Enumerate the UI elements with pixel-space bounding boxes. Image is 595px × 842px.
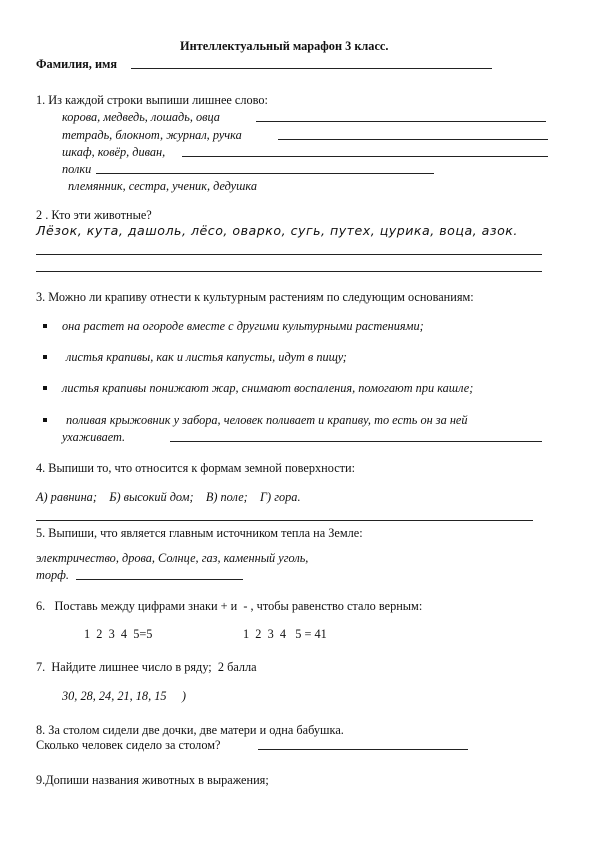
q1-row-1-answer-line[interactable] xyxy=(256,121,546,122)
q7-prompt: 7. Найдите лишнее число в ряду; 2 балла xyxy=(36,660,257,674)
name-label: Фамилия, имя xyxy=(36,57,118,71)
q8-question: Сколько человек сидело за столом? xyxy=(36,738,221,752)
page-title: Интеллектуальный марафон 3 класс. xyxy=(180,39,389,53)
q1-prompt: 1. Из каждой строки выпиши лишнее слово: xyxy=(36,93,268,107)
q5-options-line-1: электричество, дрова, Солнце, газ, каменный уголь, xyxy=(36,551,309,565)
q3-prompt: 3. Можно ли крапиву отнести к культурным растениям по следующим основаниям: xyxy=(36,290,474,304)
q1-row-3: шкаф, ковёр, диван, xyxy=(62,145,166,159)
bullet-icon xyxy=(43,386,47,390)
q9-prompt: 9.Допиши названия животных в выражения; xyxy=(36,773,269,787)
q3-item-3: листья крапивы понижают жар, снимают воспаления, помогают при кашле; xyxy=(62,381,474,395)
q5-prompt: 5. Выпиши, что является главным источником тепла на Земле: xyxy=(36,526,363,540)
q2-answer-line-2[interactable] xyxy=(36,271,542,272)
q5-options-line-2: торф. xyxy=(36,568,69,582)
q4-answer-line[interactable] xyxy=(36,520,533,521)
bullet-icon xyxy=(43,418,47,422)
q2-scrambled-words: Лёзок, кута, дашоль, лёсо, оварко, сугь, путех, цурика, воца, азок. xyxy=(36,223,518,238)
q1-row-3-answer-line[interactable] xyxy=(182,156,548,157)
q6-expression-2: 1 2 3 4 5 = 41 xyxy=(243,627,327,641)
q3-item-4-continued: ухаживает. xyxy=(62,430,126,444)
q4-prompt: 4. Выпиши то, что относится к формам земной поверхности: xyxy=(36,461,356,475)
q1-row-2-answer-line[interactable] xyxy=(278,139,548,140)
q2-prompt: 2 . Кто эти животные? xyxy=(36,208,152,222)
q1-row-4: полки xyxy=(62,162,92,176)
q4-options: А) равнина; Б) высокий дом; В) поле; Г) гора. xyxy=(36,490,301,504)
q3-item-4: поливая крыжовник у забора, человек поливает и крапиву, то есть он за ней xyxy=(66,413,468,427)
bullet-icon xyxy=(43,324,47,328)
q8-answer-line[interactable] xyxy=(258,749,468,750)
q8-text: 8. За столом сидели две дочки, две матери и одна бабушка. xyxy=(36,723,344,737)
q3-answer-line[interactable] xyxy=(170,441,542,442)
q1-row-2: тетрадь, блокнот, журнал, ручка xyxy=(62,128,242,142)
q3-item-1: она растет на огороде вместе с другими культурными растениями; xyxy=(62,319,424,333)
q1-row-4-answer-line[interactable] xyxy=(96,173,434,174)
q1-row-1: корова, медведь, лошадь, овца xyxy=(62,110,220,124)
name-answer-line[interactable] xyxy=(131,68,492,69)
q2-answer-line-1[interactable] xyxy=(36,254,542,255)
q7-sequence: 30, 28, 24, 21, 18, 15 ) xyxy=(62,689,186,703)
q1-row-5: племянник, сестра, ученик, дедушка xyxy=(68,179,258,193)
q3-item-2: листья крапивы, как и листья капусты, идут в пищу; xyxy=(66,350,347,364)
q6-prompt: 6. Поставь между цифрами знаки + и - , чтобы равенство стало верным: xyxy=(36,599,423,613)
bullet-icon xyxy=(43,355,47,359)
q6-expression-1: 1 2 3 4 5=5 xyxy=(84,627,153,641)
q5-answer-line[interactable] xyxy=(76,579,243,580)
